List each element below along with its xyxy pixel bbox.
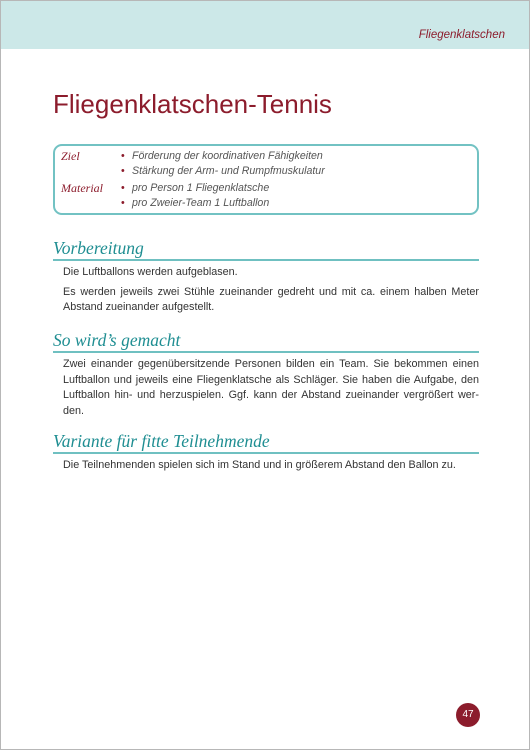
- list-item-text: Förderung der koordinativen Fähigkeiten: [132, 150, 323, 162]
- page-number-badge: 47: [456, 703, 480, 727]
- section-vorbereitung: [53, 238, 479, 316]
- paragraph: [63, 357, 479, 419]
- list-item-text: Stärkung der Arm- und Rumpfmuskulatur: [132, 164, 325, 177]
- text-line: Die Luftballons werden aufgeblasen.: [63, 266, 238, 278]
- info-row-material: [61, 181, 477, 210]
- section-body: [53, 458, 479, 474]
- running-header: Fliegenklatschen: [418, 29, 505, 41]
- paragraph: [63, 285, 479, 316]
- list-item-text: pro Person 1 Fliegenklatsche: [132, 182, 270, 194]
- bullet-icon: •: [121, 196, 125, 209]
- text-line: Luftballon hin- und herzuspielen. Ggf. kann der Abstand zueinander vergrößert wer-: [63, 389, 479, 401]
- section-variante: [53, 431, 479, 474]
- list-item: [121, 181, 269, 196]
- bullet-icon: •: [121, 164, 125, 177]
- text-line: Zwei einander gegenübersitzende Personen bilden ein Team. Sie bekommen einen: [63, 358, 479, 370]
- paragraph: [63, 458, 479, 474]
- section-heading: Vorbereitung: [53, 238, 479, 261]
- info-row-ziel: [61, 149, 477, 178]
- info-list-material: [121, 181, 269, 210]
- bullet-icon: •: [121, 150, 125, 162]
- info-label-material: Material: [61, 181, 103, 195]
- info-list-ziel: [121, 149, 325, 178]
- section-so-wirds-gemacht: [53, 330, 479, 419]
- list-item: [121, 149, 325, 164]
- text-line: den.: [63, 404, 85, 417]
- list-item: [121, 196, 269, 211]
- list-item-text: pro Zweier-Team 1 Luftballon: [132, 196, 270, 209]
- text-line: Es werden jeweils zwei Stühle zueinander gedreht und mit ca. einem halben Meter: [63, 285, 479, 298]
- section-body: [53, 265, 479, 316]
- bullet-icon: •: [121, 182, 125, 194]
- info-label-ziel: Ziel: [61, 149, 80, 163]
- paragraph: [63, 265, 479, 281]
- text-line: Abstand zueinander aufgestellt.: [63, 301, 215, 313]
- list-item: [121, 164, 325, 179]
- section-heading: So wird’s gemacht: [53, 330, 479, 353]
- section-heading: Variante für fitte Teilnehmende: [53, 431, 479, 454]
- section-body: [53, 357, 479, 419]
- page-title: Fliegenklatschen-Tennis: [53, 89, 332, 119]
- info-box: [53, 144, 479, 215]
- text-line: Luftballon und jeweils eine Fliegenklatsche als Schläger. Sie haben die Aufgabe, den: [63, 373, 479, 386]
- text-line: Die Teilnehmenden spielen sich im Stand und in größerem Abstand den Ballon zu.: [63, 459, 456, 471]
